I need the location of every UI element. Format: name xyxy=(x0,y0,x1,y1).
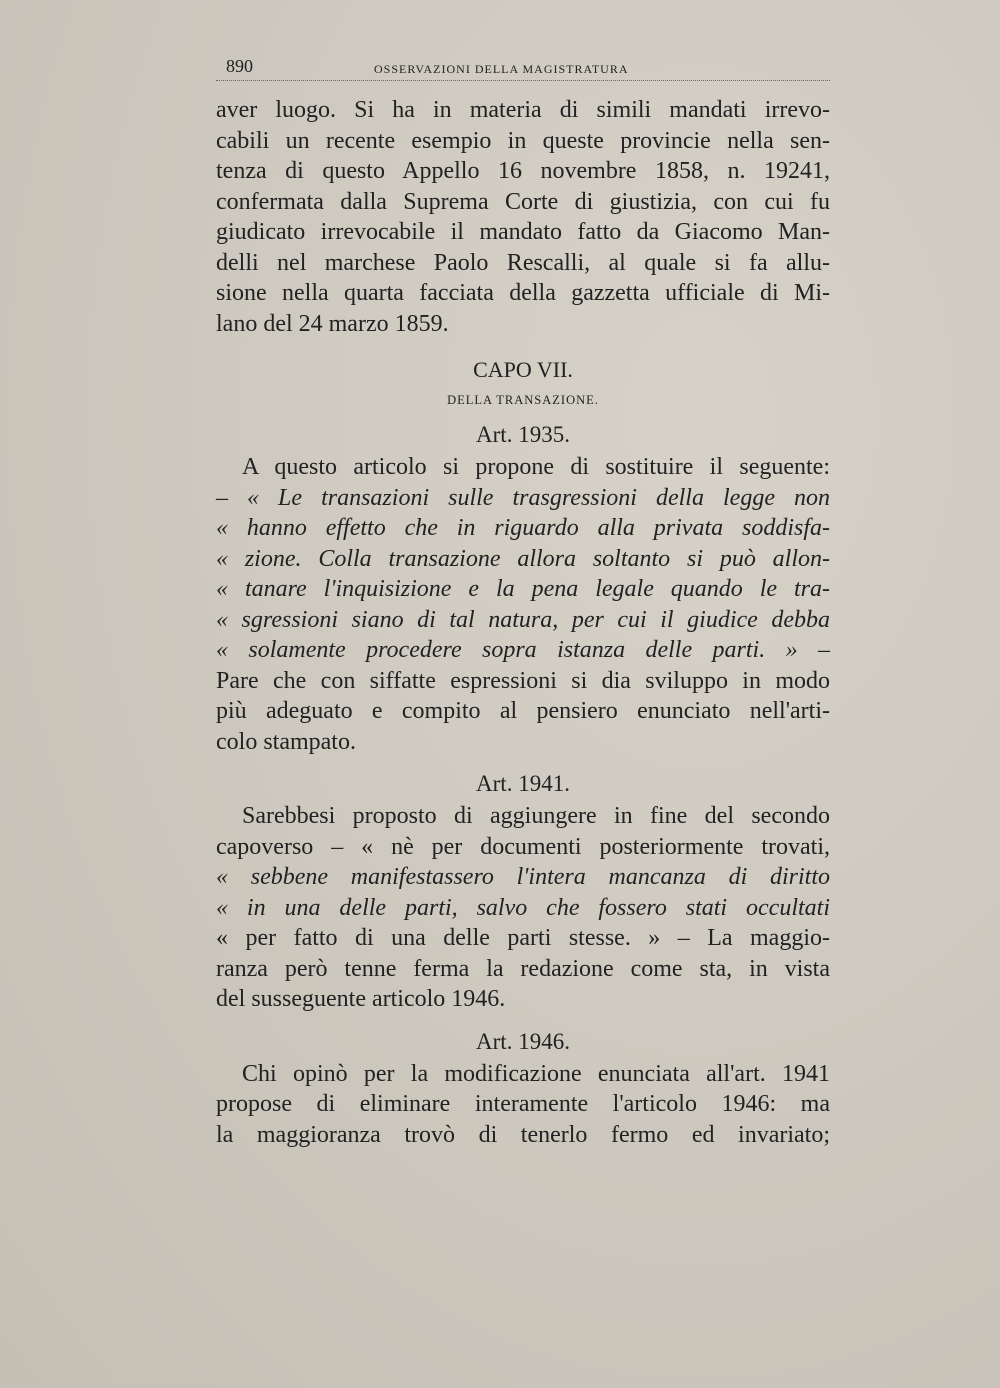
text-line: « sebbene manifestassero l'intera mancanza di diritto xyxy=(216,864,830,890)
text-line: più adeguato e compito al pensiero enunciato nell'arti- xyxy=(216,698,830,724)
text-line: cabili un recente esempio in queste provincie nella sen- xyxy=(216,127,830,154)
text-line: « tanare l'inquisizione e la pena legale quando le tra- xyxy=(216,576,830,602)
text-line: propose di eliminare interamente l'articolo 1946: ma xyxy=(216,1091,830,1117)
article-1946-text xyxy=(216,1059,830,1151)
text-line: del susseguente articolo 1946. xyxy=(216,986,506,1012)
text-line: « sgressioni siano di tal natura, per cui il giudice debba xyxy=(216,606,830,633)
text-line: lano del 24 marzo 1859. xyxy=(216,310,449,337)
text-line: « per fatto di una delle parti stesse. » – La maggio- xyxy=(216,925,830,951)
text-line: colo stampato. xyxy=(216,728,356,755)
text-line: tenza di questo Appello 16 novembre 1858, n. 19241, xyxy=(216,158,830,184)
text-line: Chi opinò per la modificazione enunciata all'art. 1941 xyxy=(242,1060,830,1087)
text-line: « zione. Colla transazione allora soltanto si può allon- xyxy=(216,545,830,572)
text-line: – « Le transazioni sulle trasgressioni della legge non xyxy=(216,484,830,511)
text-line: A questo articolo si propone di sostituire il seguente: xyxy=(242,454,830,480)
running-head: OSSERVAZIONI DELLA MAGISTRATURA xyxy=(374,62,629,76)
text-line: sione nella quarta facciata della gazzetta ufficiale di Mi- xyxy=(216,280,830,306)
article-heading-1946: Art. 1946. xyxy=(476,1028,570,1054)
text-line: « solamente procedere sopra istanza delle parti. » – xyxy=(216,637,830,663)
text-line: aver luogo. Si ha in materia di simili mandati irrevo- xyxy=(216,97,830,123)
document-page xyxy=(216,52,830,1150)
text-line: ranza però tenne ferma la redazione come sta, in vista xyxy=(216,955,830,982)
article-1941-text xyxy=(216,801,830,1015)
page-number: 890 xyxy=(226,56,253,76)
paragraph-intro xyxy=(216,95,830,339)
text-line: giudicato irrevocabile il mandato fatto da Giacomo Man- xyxy=(216,219,830,245)
article-heading-1935: Art. 1935. xyxy=(476,422,570,447)
article-heading-1941: Art. 1941. xyxy=(476,771,570,796)
text-line: confermata dalla Suprema Corte di giustizia, con cui fu xyxy=(216,188,830,215)
text-line: « in una delle parti, salvo che fossero stati occultati xyxy=(216,894,830,921)
article-1935-text xyxy=(216,452,830,757)
text-line: Sarebbesi proposto di aggiungere in fine del secondo xyxy=(242,803,830,829)
text-line: « hanno effetto che in riguardo alla privata soddisfa- xyxy=(216,515,830,541)
chapter-title: CAPO VII. xyxy=(473,357,573,382)
text-line: la maggioranza trovò di tenerlo fermo ed invariato; xyxy=(216,1121,830,1148)
page-header xyxy=(216,52,830,81)
text-line: capoverso – « nè per documenti posteriormente trovati, xyxy=(216,833,830,860)
text-line: delli nel marchese Paolo Rescalli, al quale si fa allu- xyxy=(216,249,830,276)
text-line: Pare che con siffatte espressioni si dia sviluppo in modo xyxy=(216,667,830,694)
chapter-subtitle: DELLA TRANSAZIONE. xyxy=(447,393,599,407)
